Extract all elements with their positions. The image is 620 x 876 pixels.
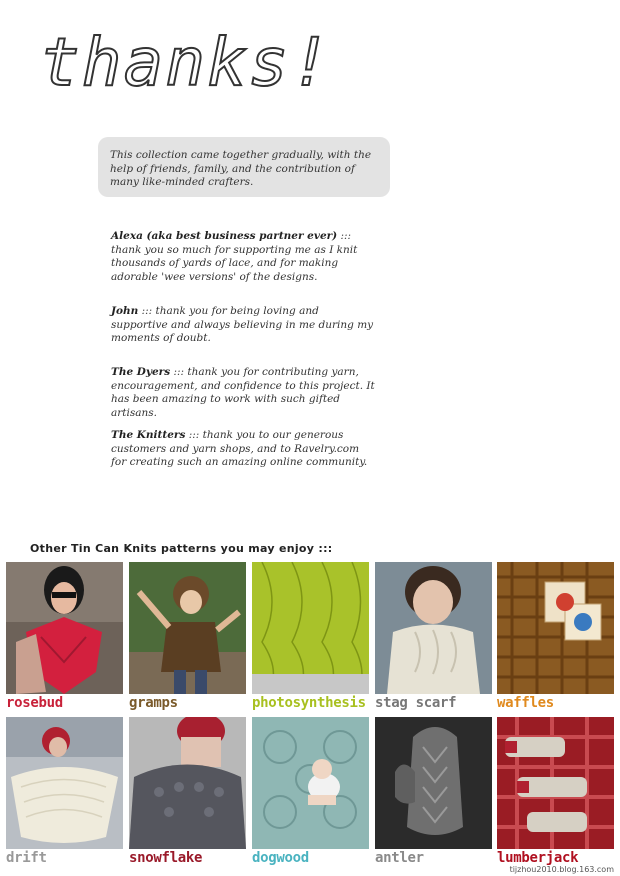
thanks-text: ::: thank you for contributing yarn, encouragement, and confidence to this project. It has been amazing to work with such gifted artisans. [111,366,375,419]
pattern-label[interactable]: stag scarf [375,695,457,711]
pattern-tile-stag-scarf[interactable] [375,562,492,711]
pattern-label[interactable]: rosebud [6,695,63,711]
page-title: thanks! [40,24,333,101]
pattern-label[interactable]: antler [375,850,424,866]
pattern-label[interactable]: snowflake [129,850,203,866]
waffles-photo[interactable] [497,562,614,694]
thanks-text: ::: thank you so much for supporting me as I knit thousands of yards of lace, and for making adorable 'wee versions' of the designs. [111,230,358,283]
pattern-tile-gramps[interactable] [129,562,246,711]
thanks-name: John [111,305,139,317]
pattern-tile-dogwood[interactable] [252,717,369,866]
pattern-tile-rosebud[interactable] [6,562,123,711]
snowflake-photo[interactable] [129,717,246,849]
thanks-name: The Dyers [111,366,171,378]
pattern-label[interactable]: photosynthesis [252,695,366,711]
pattern-tile-antler[interactable] [375,717,492,866]
pattern-label[interactable]: waffles [497,695,554,711]
thanks-name: The Knitters [111,429,186,441]
thanks-dyers [111,366,376,420]
pattern-tile-snowflake[interactable] [129,717,246,866]
thanks-text: ::: thank you to our generous customers and yarn shops, and to Ravelry.com for creating such an amazing online community. [111,429,368,468]
pattern-tile-photosynthesis[interactable] [252,562,369,711]
thanks-text: ::: thank you for being loving and supportive and always believing in me during my moments of doubt. [111,305,374,344]
watermark: tijzhou2010.blog.163.com [509,865,614,874]
pattern-label[interactable]: drift [6,850,47,866]
pattern-label[interactable]: gramps [129,695,178,711]
pattern-tile-lumberjack[interactable] [497,717,614,866]
rosebud-photo[interactable] [6,562,123,694]
pattern-tile-drift[interactable] [6,717,123,866]
gramps-photo[interactable] [129,562,246,694]
thanks-name: Alexa (aka best business partner ever) [111,230,338,242]
other-patterns-heading: Other Tin Can Knits patterns you may enjoy ::: [30,542,333,555]
photosynthesis-photo[interactable] [252,562,369,694]
pattern-tile-waffles[interactable] [497,562,614,711]
pattern-label[interactable]: lumberjack [497,850,579,866]
thanks-knitters [111,429,376,470]
thanks-john [111,305,376,346]
antler-photo[interactable] [375,717,492,849]
drift-photo[interactable] [6,717,123,849]
lumberjack-photo[interactable] [497,717,614,849]
thanks-alexa [111,230,376,284]
stag-scarf-photo[interactable] [375,562,492,694]
pattern-label[interactable]: dogwood [252,850,309,866]
dogwood-photo[interactable] [252,717,369,849]
intro-box: This collection came together gradually, with the help of friends, family, and the contribution of many like-minded crafters. [98,137,390,197]
